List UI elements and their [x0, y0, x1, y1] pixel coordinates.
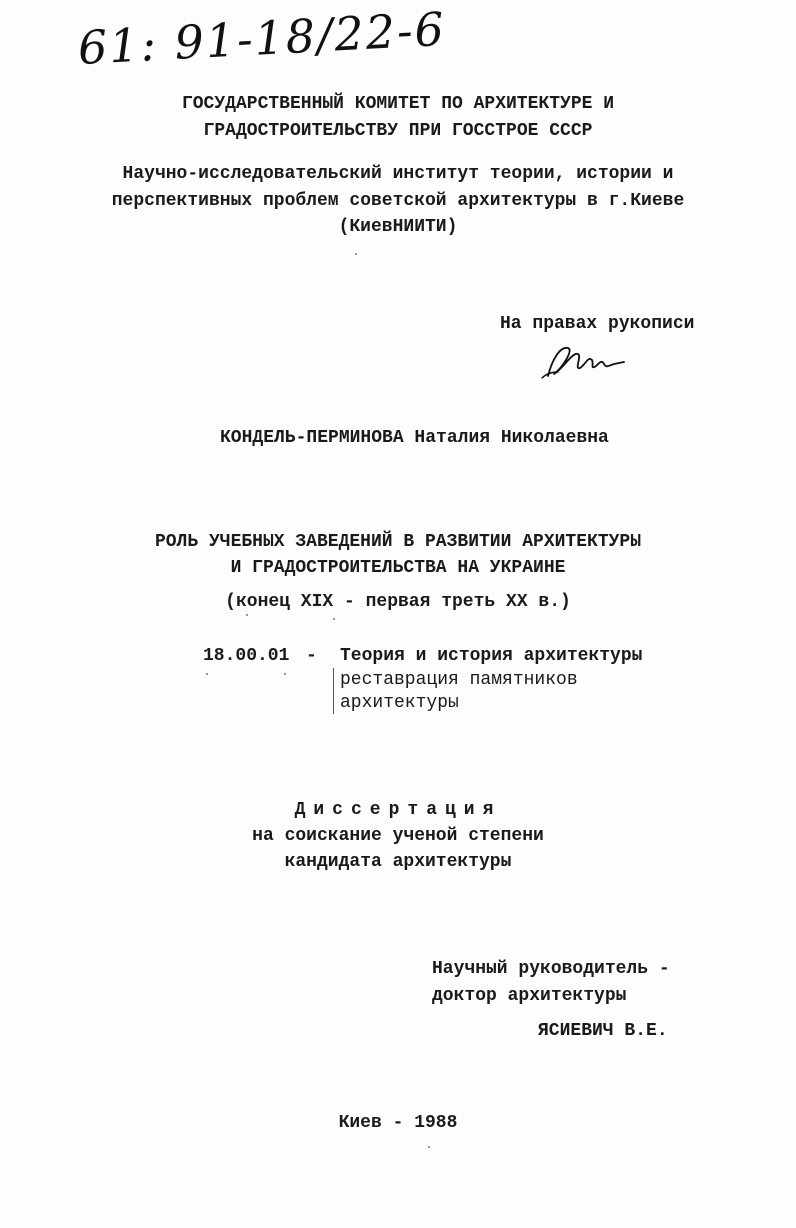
committee-line-1: ГОСУДАРСТВЕННЫЙ КОМИТЕТ ПО АРХИТЕКТУРЕ И — [181, 94, 615, 114]
specialty-line-2: реставрация памятников — [340, 670, 578, 690]
specialty-line-3: архитектуры — [340, 693, 459, 713]
place-year: Киев - 1988 — [338, 1113, 458, 1133]
paper-speck — [355, 253, 357, 255]
specialty-line-1: Теория и история архитектуры — [340, 646, 643, 666]
paper-speck — [206, 673, 208, 675]
paper-speck — [246, 614, 248, 616]
manuscript-rights: На правах рукописи — [500, 314, 695, 334]
paper-speck — [284, 673, 286, 675]
paper-speck — [428, 1146, 430, 1148]
work-type-line-2: на соискание ученой степени — [252, 826, 544, 846]
institute-line-1: Научно-исследовательский институт теории, истории и — [122, 164, 674, 184]
archive-handwritten-mark: 61: 91-18/22-6 — [76, 1, 448, 75]
title-line-1: РОЛЬ УЧЕБНЫХ ЗАВЕДЕНИЙ В РАЗВИТИИ АРХИТЕКТУРЫ — [154, 532, 642, 552]
signature-image — [538, 338, 628, 384]
supervisor-name: ЯСИЕВИЧ В.Е. — [538, 1021, 668, 1041]
work-type-line-3: кандидата архитектуры — [284, 852, 512, 872]
title-line-2: И ГРАДОСТРОИТЕЛЬСТВА НА УКРАИНЕ — [230, 558, 566, 578]
paper-speck — [333, 618, 335, 620]
committee-line-2: ГРАДОСТРОИТЕЛЬСТВУ ПРИ ГОССТРОЕ СССР — [203, 121, 593, 141]
title-line-3: (конец XIX - первая треть XX в.) — [225, 592, 571, 612]
specialty-code: 18.00.01 — [203, 646, 290, 666]
specialty-bracket — [333, 668, 334, 714]
institute-line-3: (КиевНИИТИ) — [338, 217, 458, 237]
specialty-dash: - — [306, 646, 317, 666]
work-type-title: Диссертация — [294, 800, 502, 820]
institute-line-2: перспективных проблем советской архитектуры в г.Киеве — [111, 191, 685, 211]
supervisor-degree: доктор архитектуры — [432, 986, 627, 1006]
supervisor-role: Научный руководитель - — [432, 959, 670, 979]
author-name: КОНДЕЛЬ-ПЕРМИНОВА Наталия Николаевна — [220, 428, 609, 448]
